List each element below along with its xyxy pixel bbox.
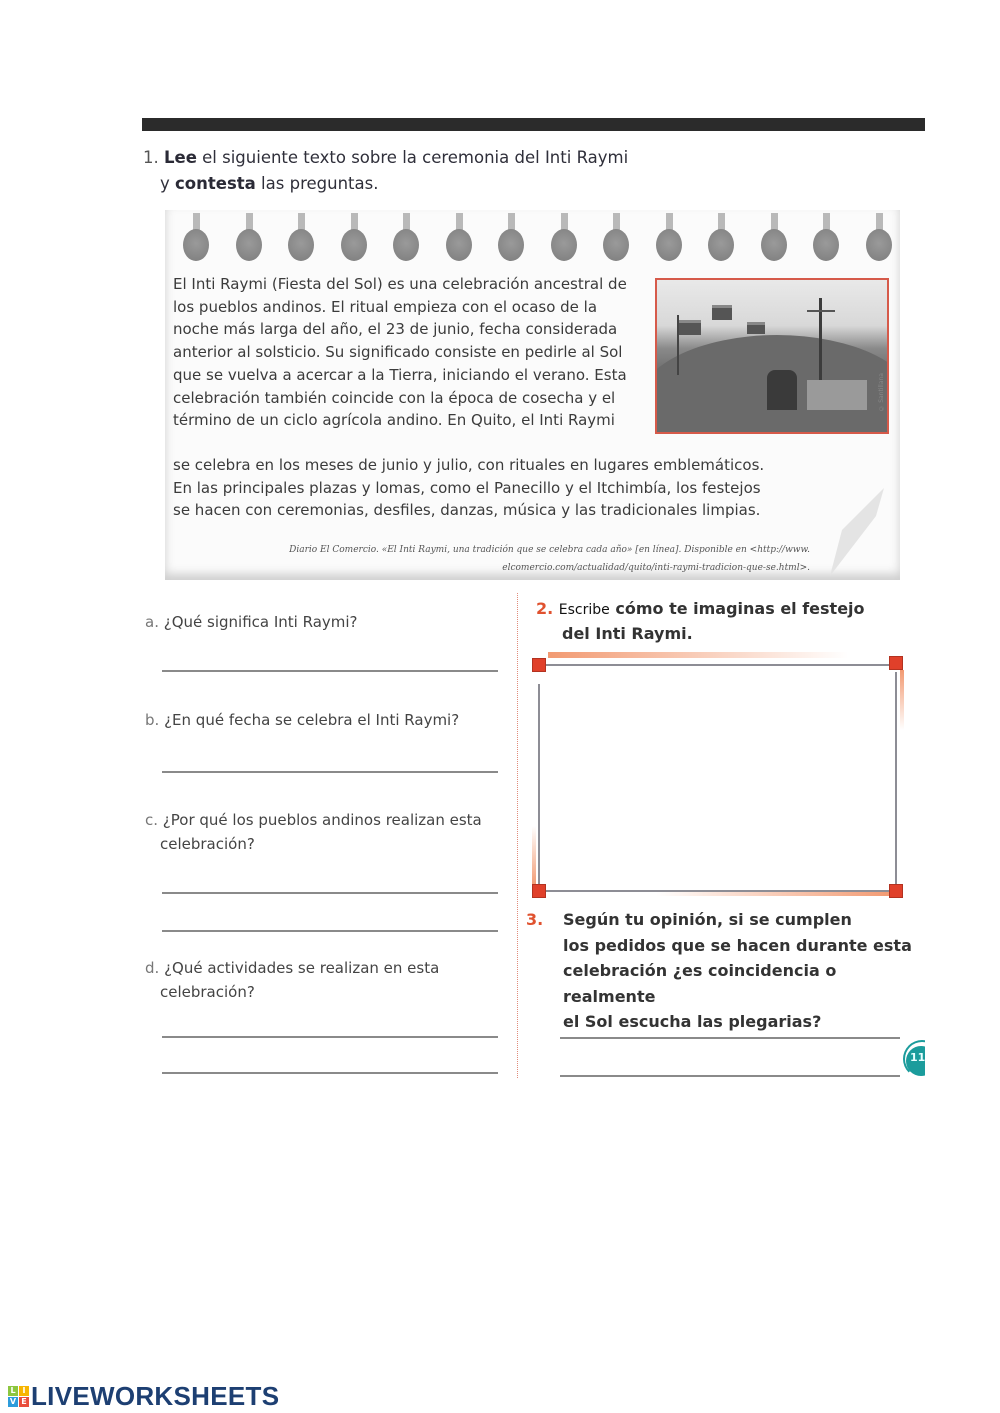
logo-block: L bbox=[8, 1386, 18, 1396]
article-line: anterior al solsticio. Su significado consiste en pedirle al Sol bbox=[173, 343, 623, 362]
exercise-3-line: los pedidos que se hacen durante esta bbox=[563, 935, 912, 955]
ring-bulb bbox=[498, 229, 524, 261]
exercise-3-line: el Sol escucha las plegarias? bbox=[563, 1012, 822, 1031]
article-line: celebración también coincide con la época de cosecha y el bbox=[173, 388, 616, 407]
spiral-ring bbox=[236, 213, 262, 261]
instruction-text: las preguntas. bbox=[255, 174, 379, 193]
spiral-ring bbox=[761, 213, 787, 261]
box-corner-bottom-right bbox=[889, 884, 903, 898]
photo-person bbox=[767, 370, 797, 410]
instruction-verb-lee: Lee bbox=[164, 148, 197, 167]
box-corner-top-left bbox=[532, 658, 546, 672]
citation-line: elcomercio.com/actualidad/quito/inti-raymi-tradicion-que-se.html>. bbox=[502, 563, 810, 573]
answer-line-3-2[interactable] bbox=[560, 1075, 900, 1077]
answer-line-d-2[interactable] bbox=[162, 1072, 498, 1074]
question-text: celebración? bbox=[160, 835, 255, 853]
question-d bbox=[145, 956, 505, 1004]
logo-block: E bbox=[19, 1397, 29, 1407]
question-c bbox=[145, 808, 505, 856]
article-line: se hacen con ceremonias, desfiles, danzas, música y las tradicionales limpias. bbox=[173, 501, 761, 520]
spiral-ring bbox=[813, 213, 839, 261]
spiral-ring bbox=[603, 213, 629, 261]
instruction-text: el siguiente texto sobre la ceremonia del Inti Raymi bbox=[196, 148, 629, 167]
ring-bulb bbox=[341, 229, 367, 261]
logo-blocks-icon bbox=[8, 1386, 29, 1407]
spiral-ring bbox=[393, 213, 419, 261]
question-text: ¿En qué fecha se celebra el Inti Raymi? bbox=[164, 711, 460, 729]
instruction-line-2 bbox=[143, 171, 628, 197]
ring-bulb bbox=[288, 229, 314, 261]
spiral-ring bbox=[183, 213, 209, 261]
instruction-verb-contesta: contesta bbox=[175, 174, 256, 193]
box-edge-left bbox=[538, 684, 540, 889]
spiral-ring bbox=[866, 213, 892, 261]
exercise-2-title-text: del Inti Raymi. bbox=[562, 624, 693, 643]
article-line: noche más larga del año, el 23 de junio, fecha considerada bbox=[173, 320, 618, 339]
exercise-number: 3. bbox=[526, 910, 544, 929]
ring-bulb bbox=[183, 229, 209, 261]
exercise-3 bbox=[526, 907, 918, 1035]
question-a bbox=[145, 610, 505, 634]
box-edge-bottom bbox=[544, 890, 894, 892]
ring-bulb bbox=[603, 229, 629, 261]
page-number-badge bbox=[903, 1040, 925, 1076]
question-text: ¿Qué actividades se realizan en esta bbox=[164, 959, 440, 977]
spiral-ring bbox=[446, 213, 472, 261]
exercise-2-title-text: cómo te imaginas el festejo bbox=[615, 599, 865, 618]
box-corner-top-right bbox=[889, 656, 903, 670]
question-b bbox=[145, 708, 505, 732]
spiral-ring bbox=[708, 213, 734, 261]
article-line: los pueblos andinos. El ritual empieza con el ocaso de la bbox=[173, 297, 598, 316]
article-line: término de un ciclo agrícola andino. En Quito, el Inti Raymi bbox=[173, 411, 615, 430]
spiral-ring bbox=[288, 213, 314, 261]
spiral-ring bbox=[341, 213, 367, 261]
instruction-text: y bbox=[160, 174, 176, 193]
answer-line-c-2[interactable] bbox=[162, 930, 498, 932]
instruction-verb-escribe: Escribe bbox=[558, 602, 610, 618]
box-accent-right bbox=[900, 670, 904, 730]
photo-flag bbox=[712, 305, 732, 320]
box-edge-right bbox=[895, 672, 897, 890]
ring-bulb bbox=[551, 229, 577, 261]
ring-bulb bbox=[866, 229, 892, 261]
ring-bulb bbox=[761, 229, 787, 261]
exercise-3-line: Según tu opinión, si se cumplen bbox=[563, 910, 852, 929]
photo-flag bbox=[679, 320, 701, 335]
article-line: El Inti Raymi (Fiesta del Sol) es una celebración ancestral de bbox=[173, 275, 627, 293]
article-text-continued bbox=[173, 454, 813, 522]
ring-bulb bbox=[708, 229, 734, 261]
spiral-ring bbox=[498, 213, 524, 261]
article-line: que se vuelva a acercar a la Tierra, iniciando el verano. Esta bbox=[173, 365, 627, 384]
article-text bbox=[173, 273, 648, 432]
exercise-3-line: celebración ¿es coincidencia o realmente bbox=[563, 961, 837, 1006]
photo-flag bbox=[747, 322, 765, 334]
question-letter: d. bbox=[145, 959, 160, 977]
header-bar bbox=[142, 118, 925, 131]
photo-credit: © Santillana bbox=[878, 373, 885, 412]
spiral-ring bbox=[551, 213, 577, 261]
page-number: 11 bbox=[910, 1051, 925, 1064]
exercise-1-instructions bbox=[143, 145, 628, 197]
spiral-ring bbox=[656, 213, 682, 261]
answer-line-a[interactable] bbox=[162, 670, 498, 672]
ring-bulb bbox=[813, 229, 839, 261]
instruction-line-1 bbox=[143, 145, 628, 171]
logo-block: I bbox=[19, 1386, 29, 1396]
column-divider bbox=[517, 593, 518, 1078]
logo-block: V bbox=[9, 1396, 17, 1406]
inti-raymi-photo bbox=[655, 278, 889, 434]
ring-bulb bbox=[236, 229, 262, 261]
box-accent-top bbox=[548, 652, 848, 658]
exercise-number: 1. bbox=[143, 148, 159, 167]
answer-line-c-1[interactable] bbox=[162, 892, 498, 894]
ring-bulb bbox=[656, 229, 682, 261]
question-text: celebración? bbox=[160, 983, 255, 1001]
drawing-area[interactable] bbox=[538, 664, 898, 892]
page-curl-decoration bbox=[822, 480, 892, 580]
ring-bulb bbox=[446, 229, 472, 261]
exercise-2-title bbox=[536, 597, 916, 646]
logo-wordmark: LIVEWORKSHEETS bbox=[31, 1380, 280, 1411]
liveworksheets-logo[interactable] bbox=[8, 1380, 280, 1411]
answer-line-d-1[interactable] bbox=[162, 1036, 498, 1038]
question-text: ¿Qué significa Inti Raymi? bbox=[163, 613, 358, 631]
question-text: ¿Por qué los pueblos andinos realizan esta bbox=[162, 811, 482, 829]
article-line: En las principales plazas y lomas, como el Panecillo y el Itchimbía, los festejos bbox=[173, 478, 761, 497]
article-line: se celebra en los meses de junio y julio, con rituales en lugares emblemáticos. bbox=[173, 456, 765, 474]
answer-line-3-1[interactable] bbox=[560, 1037, 900, 1039]
box-edge-top bbox=[544, 664, 894, 666]
citation bbox=[215, 541, 810, 577]
box-corner-bottom-left bbox=[532, 884, 546, 898]
question-letter: a. bbox=[145, 613, 159, 631]
box-accent-left bbox=[532, 826, 536, 886]
photo-staff bbox=[819, 298, 822, 393]
answer-line-b[interactable] bbox=[162, 771, 498, 773]
exercise-number: 2. bbox=[536, 599, 554, 618]
photo-banner bbox=[807, 380, 867, 410]
photo-staff-crossbar bbox=[807, 310, 835, 312]
question-letter: c. bbox=[145, 811, 159, 829]
question-letter: b. bbox=[145, 711, 160, 729]
ring-bulb bbox=[393, 229, 419, 261]
citation-line: Diario El Comercio. «El Inti Raymi, una tradición que se celebra cada año» [en línea]. Disponible en <http://www. bbox=[289, 545, 810, 555]
